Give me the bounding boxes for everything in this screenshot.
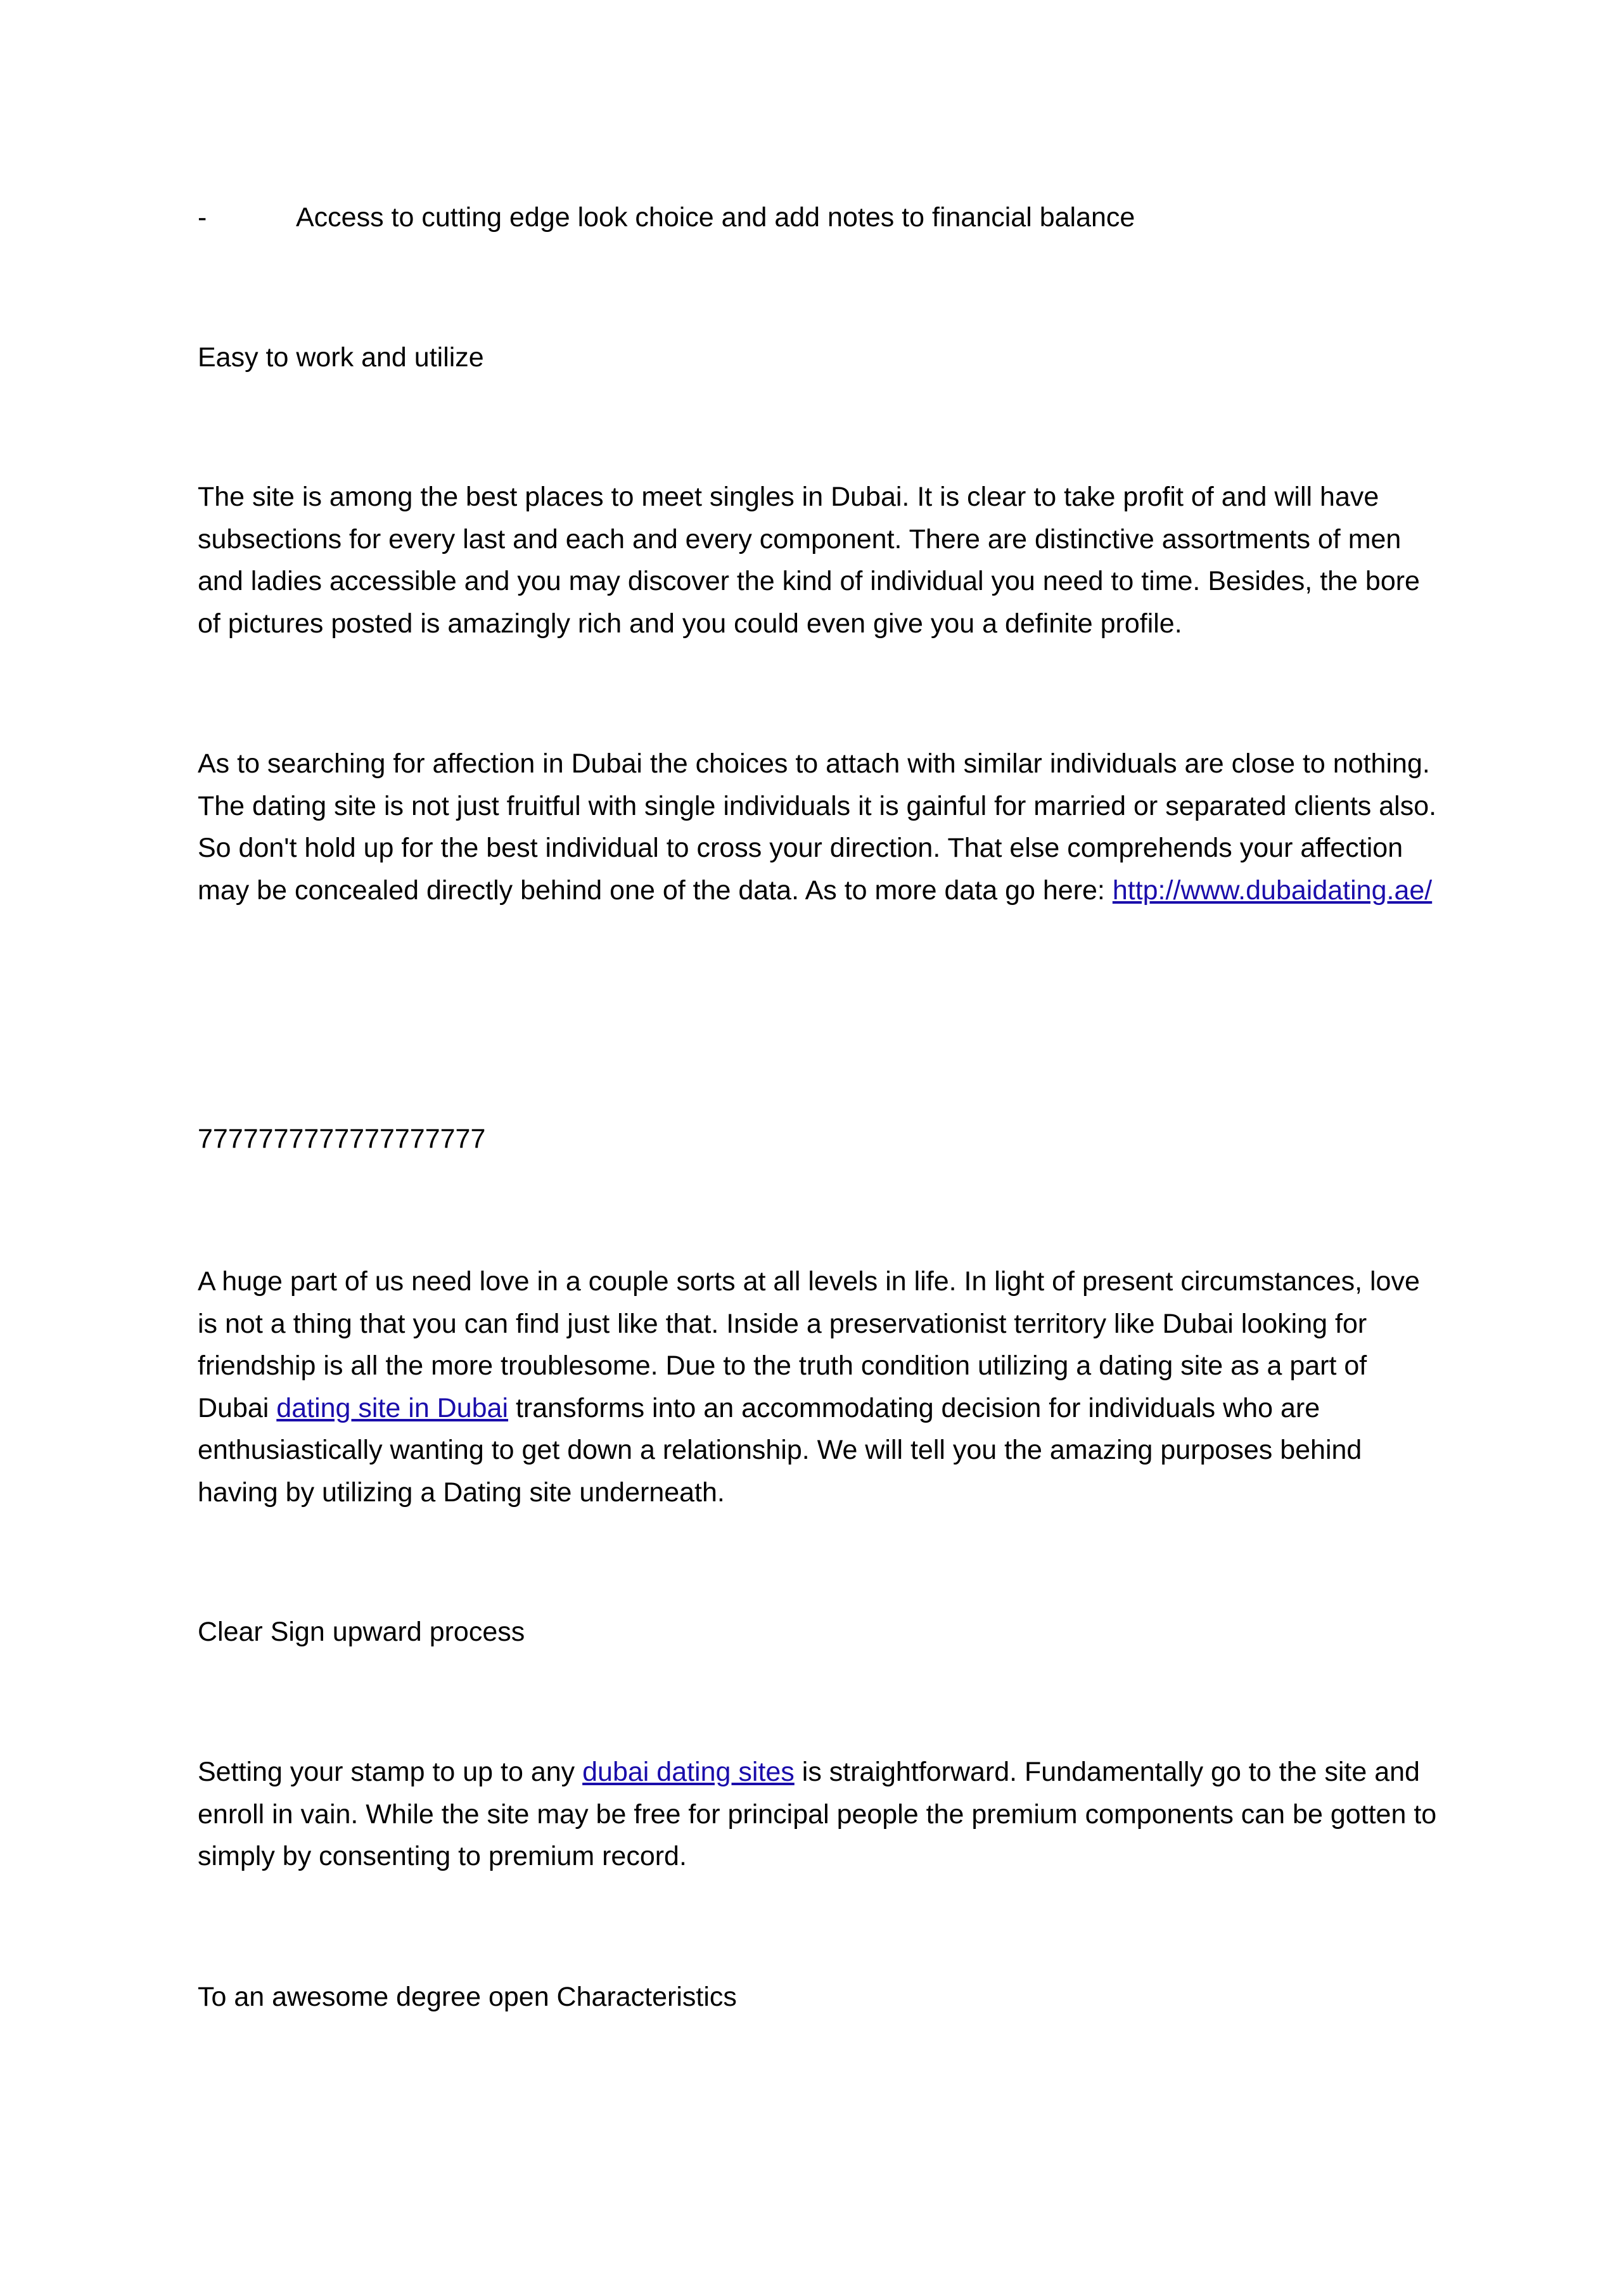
sevens-line: 7777777777777777777 (198, 1124, 486, 1154)
dating-site-in-dubai-link[interactable]: dating site in Dubai (276, 1392, 509, 1423)
paragraph-searching-text: As to searching for affection in Dubai the choices to attach with similar individuals are close to nothing. The dating site is not just fruitful with single individuals it is gainful for married or separated clients also. So don't hold up for the best individual to cross your direction. That else comprehends your affection may be concealed directly behind one of the data. As to more data go here: (198, 748, 1437, 906)
paragraph-setting-after: is straightforward. Fundamentally go to the site and enroll in vain. While the site may be free for principal people the premium components can be gotten to simply by consenting to premium record. (198, 1757, 1437, 1871)
bullet-text: Access to cutting edge look choice and add notes to financial balance (296, 202, 1135, 233)
heading-easy-to-work: Easy to work and utilize (198, 342, 484, 373)
heading-awesome-degree: To an awesome degree open Characteristics (198, 1982, 737, 2012)
paragraph-huge-after: transforms into an accommodating decision for individuals who are enthusiastically wanting to get down a relationship. We will tell you the amazing purposes behind having by utilizing a Dating site underneath. (198, 1392, 1362, 1508)
paragraph-huge-part (198, 1260, 1440, 1513)
heading-clear-sign-upward: Clear Sign upward process (198, 1617, 525, 1647)
paragraph-searching-affection (198, 743, 1440, 911)
bullet-item (198, 196, 1440, 238)
paragraph-huge-before: A huge part of us need love in a couple sorts at all levels in life. In light of present circumstances, love is not a thing that you can find just like that. Inside a preservationist territory like Dubai looking for friendship is all the more troublesome. Due to the truth condition utilizing a dating site as a part of Dubai (198, 1266, 1420, 1423)
paragraph-setting-stamp (198, 1751, 1440, 1878)
paragraph-setting-before: Setting your stamp to up to any (198, 1757, 583, 1787)
dubaidating-url-link[interactable]: http://www.dubaidating.ae/ (1112, 875, 1433, 906)
paragraph-site-best-places: The site is among the best places to meet singles in Dubai. It is clear to take profit of and will have subsections for every last and each and every component. There are distinctive assortments of men and ladies accessible and you may discover the kind of individual you need to time. Besides, the bore of pictures posted is amazingly rich and you could even give you a definite profile. (198, 482, 1420, 639)
bullet-marker: - (198, 202, 207, 233)
dubai-dating-sites-link[interactable]: dubai dating sites (582, 1757, 795, 1787)
